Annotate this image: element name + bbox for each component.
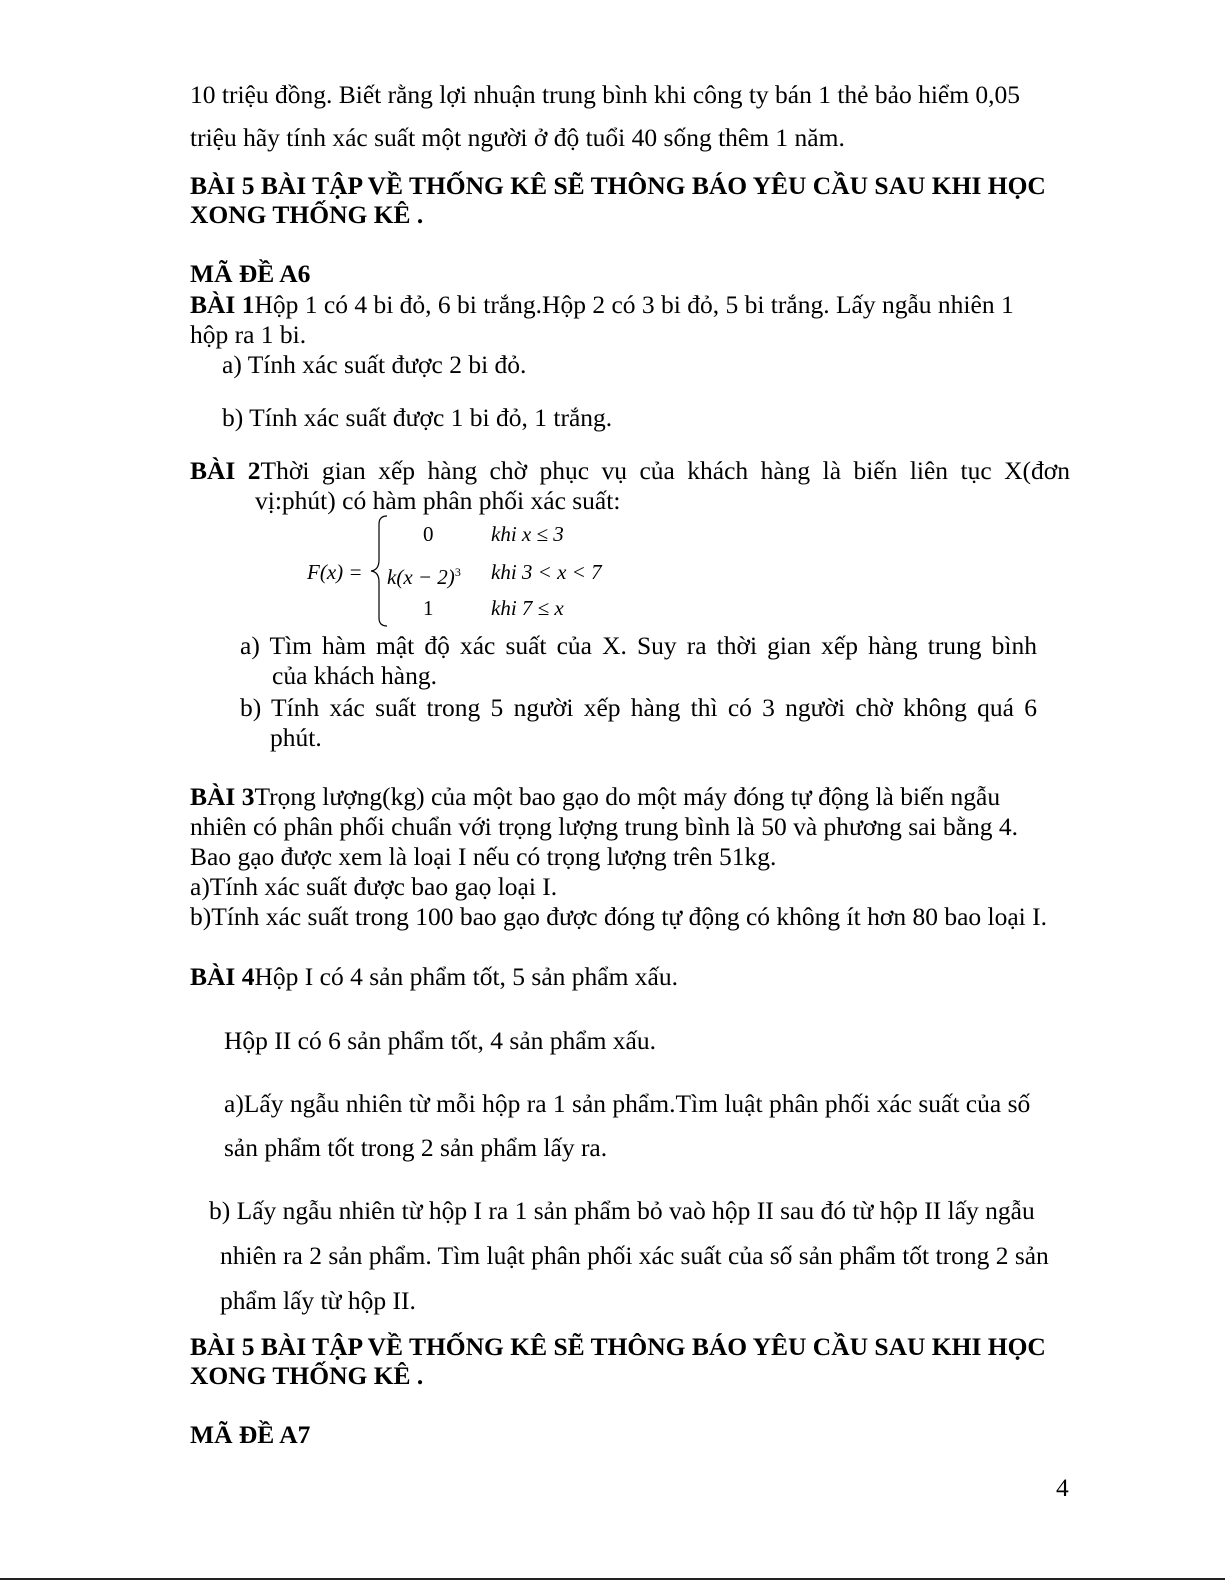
bai3-line-3: Bao gạo được xem là loại I nếu có trọng lượng trên 51kg.: [190, 842, 777, 871]
bai5-heading-1-line-2: XONG THỐNG KÊ .: [190, 200, 424, 229]
bai2-text-1: Thời gian xếp hàng chờ phục vụ của khách hàng là biến liên tục X(đơn: [260, 456, 1070, 485]
bai4-label: BÀI 4: [190, 962, 255, 991]
bai2-part-b-line-2: phút.: [270, 723, 322, 752]
bai3-label: BÀI 3: [190, 782, 255, 811]
page-number: 4: [1056, 1473, 1069, 1502]
bai5-heading-1-line-1: BÀI 5 BÀI TẬP VỀ THỐNG KÊ SẼ THÔNG BÁO YÊU CẦU SAU KHI HỌC: [190, 171, 1046, 200]
bai4-part-a-line-1: a)Lấy ngẫu nhiên từ mỗi hộp ra 1 sản phẩm.Tìm luật phân phối xác suất của số: [224, 1089, 1031, 1118]
bai2-part-a-line-1: a) Tìm hàm mật độ xác suất của X. Suy ra thời gian xếp hàng trung bình: [240, 631, 1037, 660]
bai2-part-a-line-2: của khách hàng.: [272, 661, 437, 690]
bai1-part-a: a) Tính xác suất được 2 bi đỏ.: [222, 350, 527, 379]
bai1-label: BÀI 1: [190, 290, 255, 319]
case-1-value: 0: [423, 522, 434, 546]
bai4-part-a-line-2: sản phẩm tốt trong 2 sản phẩm lấy ra.: [224, 1133, 608, 1162]
case-2-value: $k(x - 2)^3$: [387, 565, 461, 589]
distribution-formula: [305, 512, 625, 630]
case-3-condition: khi 7 ≤ x: [491, 596, 564, 620]
bai1-line-1: [190, 290, 1014, 320]
bai4-part-b-line-1: b) Lấy ngẫu nhiên từ hộp I ra 1 sản phẩm bỏ vaò hộp II sau đó từ hộp II lấy ngẫu: [209, 1196, 1035, 1225]
bai2-line-2: vị:phút) có hàm phân phối xác suất:: [255, 486, 621, 515]
bai3-part-b: b)Tính xác suất trong 100 bao gạo được đóng tự động có không ít hơn 80 bao loại I.: [190, 902, 1048, 931]
bai1-part-b: b) Tính xác suất được 1 bi đỏ, 1 trắng.: [222, 403, 613, 432]
bai3-part-a: a)Tính xác suất được bao gaọ loại I.: [190, 872, 558, 901]
exam-code-a6: MÃ ĐỀ A6: [190, 259, 311, 288]
bai2-line-1: [190, 456, 1070, 486]
bai5-heading-2-line-2: XONG THỐNG KÊ .: [190, 1361, 424, 1390]
intro-line-2: triệu hãy tính xác suất một người ở độ tuổi 40 sống thêm 1 năm.: [190, 123, 845, 152]
case-2-exponent: 3: [454, 565, 461, 579]
bai2-part-b-line-1: b) Tính xác suất trong 5 người xếp hàng thì có 3 người chờ không quá 6: [240, 693, 1037, 722]
bai4-line-2: Hộp II có 6 sản phẩm tốt, 4 sản phẩm xấu.: [224, 1026, 656, 1055]
bai4-part-b-line-3: phẩm lấy từ hộp II.: [220, 1286, 416, 1315]
page-bottom-rule: [0, 1578, 1225, 1580]
bai4-part-b-line-2: nhiên ra 2 sản phẩm. Tìm luật phân phối xác suất của số sản phẩm tốt trong 2 sản: [220, 1241, 1049, 1270]
formula-lhs: F(x) =: [307, 560, 363, 584]
bai3-text-1: Trọng lượng(kg) của một bao gạo do một máy đóng tự động là biến ngẫu: [254, 782, 1001, 811]
bai1-text-1: Hộp 1 có 4 bi đỏ, 6 bi trắng.Hộp 2 có 3 bi đỏ, 5 bi trắng. Lấy ngẫu nhiên 1: [254, 290, 1014, 319]
case-2-condition: khi 3 < x < 7: [491, 560, 602, 584]
intro-line-1: 10 triệu đồng. Biết rằng lợi nhuận trung bình khi công ty bán 1 thẻ bảo hiểm 0,05: [190, 80, 1021, 109]
bai2-label: BÀI 2: [190, 456, 261, 485]
bai1-line-2: hộp ra 1 bi.: [190, 320, 307, 349]
exam-code-a7: MÃ ĐỀ A7: [190, 1420, 311, 1449]
bai4-line-1: [190, 962, 678, 992]
case-3-value: 1: [423, 596, 434, 620]
case-1-condition: khi x ≤ 3: [491, 522, 564, 546]
bai4-text-1: Hộp I có 4 sản phẩm tốt, 5 sản phẩm xấu.: [254, 962, 678, 991]
bai3-line-1: [190, 782, 1000, 812]
bai5-heading-2-line-1: BÀI 5 BÀI TẬP VỀ THỐNG KÊ SẼ THÔNG BÁO YÊU CẦU SAU KHI HỌC: [190, 1332, 1046, 1361]
bai3-line-2: nhiên có phân phối chuẩn với trọng lượng trung bình là 50 và phương sai bằng 4.: [190, 812, 1019, 841]
